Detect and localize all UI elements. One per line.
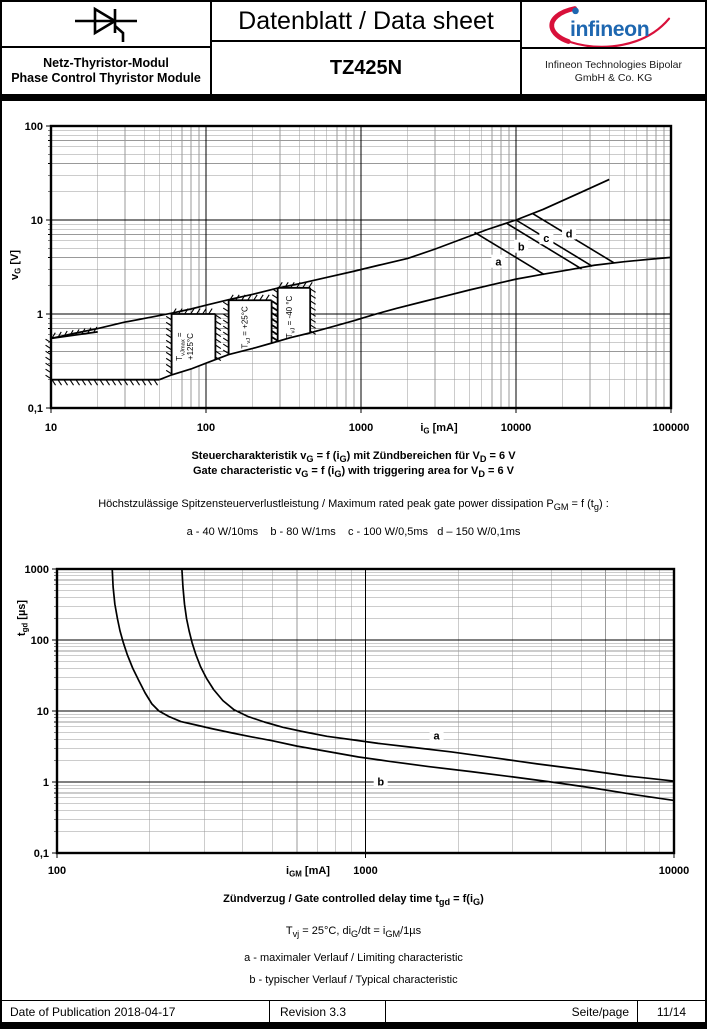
- svg-text:100000: 100000: [652, 422, 690, 434]
- x-axis-label: $i_{GM}$ [mA]: [286, 865, 330, 879]
- svg-text:100: 100: [47, 865, 67, 877]
- svg-text:d: d: [565, 228, 573, 241]
- footer-page-label: Seite/page: [386, 1001, 638, 1023]
- svg-text:infineon: infineon: [569, 17, 649, 41]
- curve-a: [182, 569, 674, 781]
- curve-label-b: [374, 774, 388, 788]
- triggering-box-label: +125°C: [185, 333, 195, 361]
- svg-text:0,1: 0,1: [27, 403, 43, 415]
- chart1-note: Höchstzulässige Spitzensteuerverlustleistung / Maximum rated peak gate power dissipation $P_{GM} = f$ $(t_g)$ :: [98, 498, 609, 513]
- svg-text:1000: 1000: [24, 564, 49, 576]
- triggering-area-cap-edge: [51, 380, 159, 385]
- svg-text:10000: 10000: [658, 865, 690, 877]
- y-axis-label: $v_G$ [V]: [9, 249, 23, 281]
- chart2-title: Zündverzug / Gate controlled delay time $t_{gd} = f(i_G)$: [223, 893, 484, 908]
- curve-label-b: [514, 240, 528, 254]
- chart2-condition: $T_{vj} = 25^\circ C$, $di_G/dt = i_{GM}/1\mu s$: [285, 925, 422, 940]
- svg-text:10: 10: [30, 215, 43, 227]
- svg-text:10000: 10000: [500, 422, 532, 434]
- svg-text:100: 100: [24, 121, 43, 133]
- curve-label-c: [539, 231, 553, 245]
- tick-labels: [25, 564, 690, 877]
- chart1-title-de: Steuercharakteristik $v_G = f$ $(i_G)$ mit Zündbereichen für $V_D = 6$ V: [191, 450, 516, 465]
- power-line-a: [475, 232, 545, 274]
- chart1-title-en: Gate characteristic $v_G = f$ $(i_G)$ with triggering area for $V_D = 6$ V: [192, 465, 515, 480]
- svg-text:1000: 1000: [348, 422, 374, 434]
- curve-label-a: [491, 255, 505, 269]
- svg-text:0,1: 0,1: [33, 848, 49, 860]
- triggering-box-0: [166, 309, 221, 375]
- triggering-box-label: $T_{vJmax}$ =: [174, 332, 187, 361]
- x-axis-label: $i_G$ [mA]: [420, 422, 458, 436]
- curve-label-d: [562, 226, 576, 240]
- svg-text:1: 1: [42, 777, 49, 789]
- y-axis-label: $t_{gd}$ [µs]: [16, 599, 30, 637]
- triggering-box-label: $T_{vJ} = +25^\circ C$: [240, 306, 252, 349]
- curve-b: [112, 569, 674, 800]
- svg-text:a: a: [433, 730, 440, 743]
- document-title: Datenblatt / Data sheet: [212, 2, 520, 42]
- svg-text:100: 100: [196, 422, 216, 434]
- module-type-en: Phase Control Thyristor Module: [11, 71, 201, 85]
- svg-text:1: 1: [36, 309, 43, 321]
- svg-text:c: c: [543, 233, 550, 246]
- svg-text:10: 10: [44, 422, 58, 434]
- grid: [52, 569, 674, 858]
- svg-text:100: 100: [30, 635, 49, 647]
- chart-gate-characteristic: [9, 121, 689, 436]
- triggering-box-1: [223, 295, 277, 355]
- chart2-legend-a: a - maximaler Verlauf / Limiting characteristic: [244, 952, 463, 964]
- svg-text:a: a: [495, 256, 502, 269]
- svg-text:b: b: [517, 241, 525, 254]
- triggering-box-label: $T_{vJ} = -40$ °C: [285, 295, 297, 339]
- svg-text:1000: 1000: [353, 865, 378, 877]
- svg-text:10: 10: [36, 706, 49, 718]
- footer: [2, 1000, 705, 1023]
- footer-publication-date: Date of Publication 2018-04-17: [2, 1001, 270, 1023]
- company-line2: GmbH & Co. KG: [574, 71, 653, 84]
- module-type-de: Netz-Thyristor-Modul: [43, 56, 169, 70]
- company-line1: Infineon Technologies Bipolar: [545, 58, 682, 71]
- curve-label-a: [430, 728, 444, 742]
- part-number: TZ425N: [329, 56, 403, 79]
- footer-revision: Revision 3.3: [270, 1001, 386, 1023]
- chart1-power-legend: a - 40 W/10ms b - 80 W/1ms c - 100 W/0,5ms d – 150 W/0,1ms: [186, 526, 521, 538]
- footer-page-number: 11/14: [656, 1005, 687, 1019]
- chart2-legend-b: b - typischer Verlauf / Typical characteristic: [249, 974, 458, 986]
- chart-gate-controlled-delay-time: [16, 564, 689, 879]
- triggering-area-cap-edge: [46, 338, 51, 379]
- svg-text:b: b: [377, 776, 385, 789]
